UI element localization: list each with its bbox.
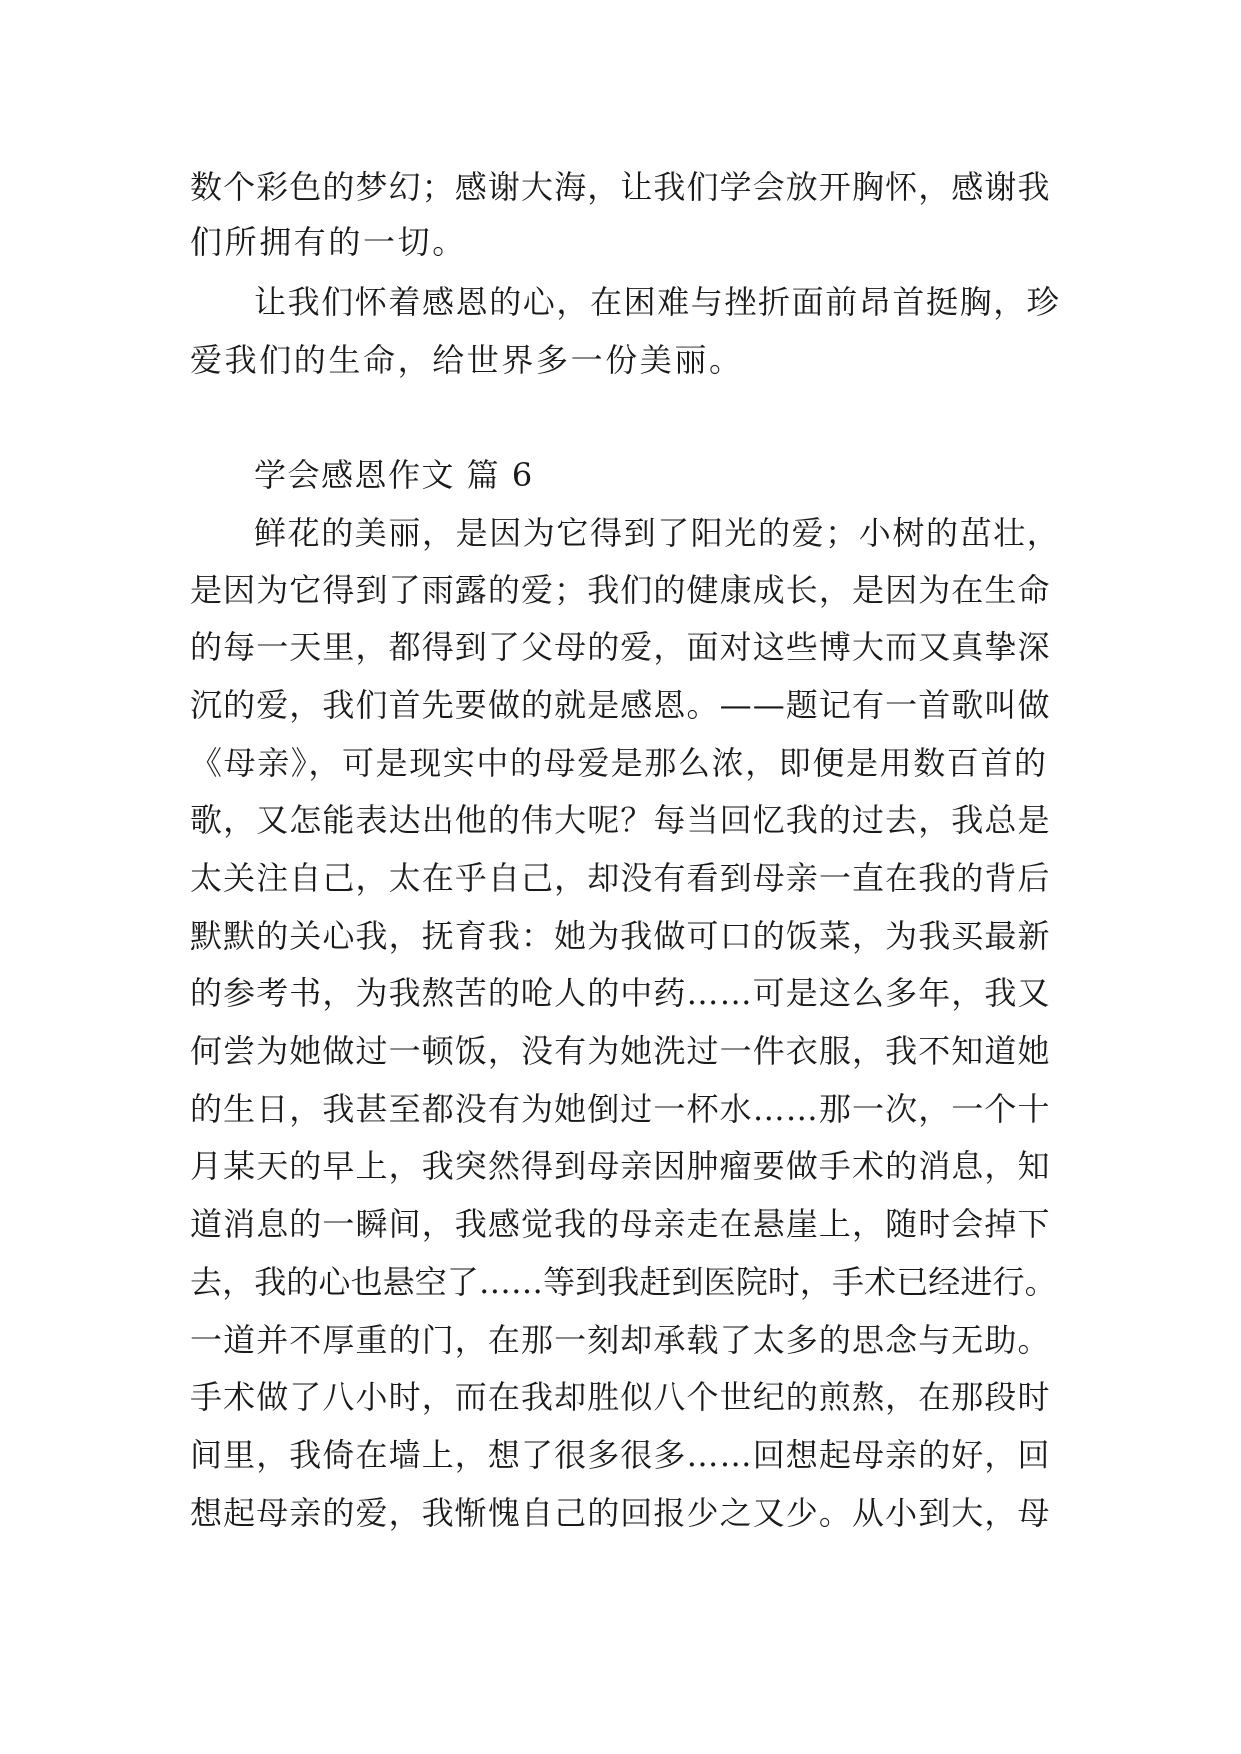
text-line: 爱我们的生命，给世界多一份美丽。 <box>190 341 744 379</box>
paragraph-start-line: 让我们怀着感恩的心，在困难与挫折面前昂首挺胸，珍 <box>254 283 1061 321</box>
text-line: 的参考书，为我熬苦的呛人的中药……可是这么多年，我又 <box>190 974 1051 1012</box>
text-line: 默默的关心我，抚育我：她为我做可口的饭菜，为我买最新 <box>190 917 1051 955</box>
text-line: 是因为它得到了雨露的爱；我们的健康成长，是因为在生命 <box>190 571 1051 609</box>
paragraph-start-line: 鲜花的美丽，是因为它得到了阳光的爱；小树的茁壮， <box>254 514 1061 552</box>
text-line: 月某天的早上，我突然得到母亲因肿瘤要做手术的消息，知 <box>190 1147 1051 1185</box>
text-line: 一道并不厚重的门，在那一刻却承载了太多的思念与无助。 <box>190 1321 1051 1359</box>
text-line: 歌，又怎能表达出他的伟大呢？每当回忆我的过去，我总是 <box>190 801 1051 839</box>
text-line: 间里，我倚在墙上，想了很多很多……回想起母亲的好，回 <box>190 1436 1051 1474</box>
text-line: 想起母亲的爱，我惭愧自己的回报少之又少。从小到大，母 <box>190 1494 1051 1532</box>
text-line: 去，我的心也悬空了……等到我赶到医院时，手术已经进行。 <box>190 1263 1057 1301</box>
text-line: 的每一天里，都得到了父母的爱，面对这些博大而又真挚深 <box>190 628 1051 666</box>
text-line: 手术做了八小时，而在我却胜似八个世纪的煎熬，在那段时 <box>190 1378 1051 1416</box>
text-line: 沉的爱，我们首先要做的就是感恩。——题记有一首歌叫做 <box>190 686 1051 724</box>
text-line: 们所拥有的一切。 <box>190 223 467 261</box>
text-line: 的生日，我甚至都没有为她倒过一杯水……那一次，一个十 <box>190 1090 1051 1128</box>
text-line: 数个彩色的梦幻；感谢大海，让我们学会放开胸怀，感谢我 <box>190 168 1051 206</box>
text-line: 道消息的一瞬间，我感觉我的母亲走在悬崖上，随时会掉下 <box>190 1205 1051 1243</box>
section-heading: 学会感恩作文 篇 6 <box>254 456 534 494</box>
text-line: 何尝为她做过一顿饭，没有为她洗过一件衣服，我不知道她 <box>190 1032 1051 1070</box>
text-line: 太关注自己，太在乎自己，却没有看到母亲一直在我的背后 <box>190 859 1051 897</box>
text-line: 《母亲》，可是现实中的母爱是那么浓，即便是用数百首的 <box>190 744 1048 782</box>
